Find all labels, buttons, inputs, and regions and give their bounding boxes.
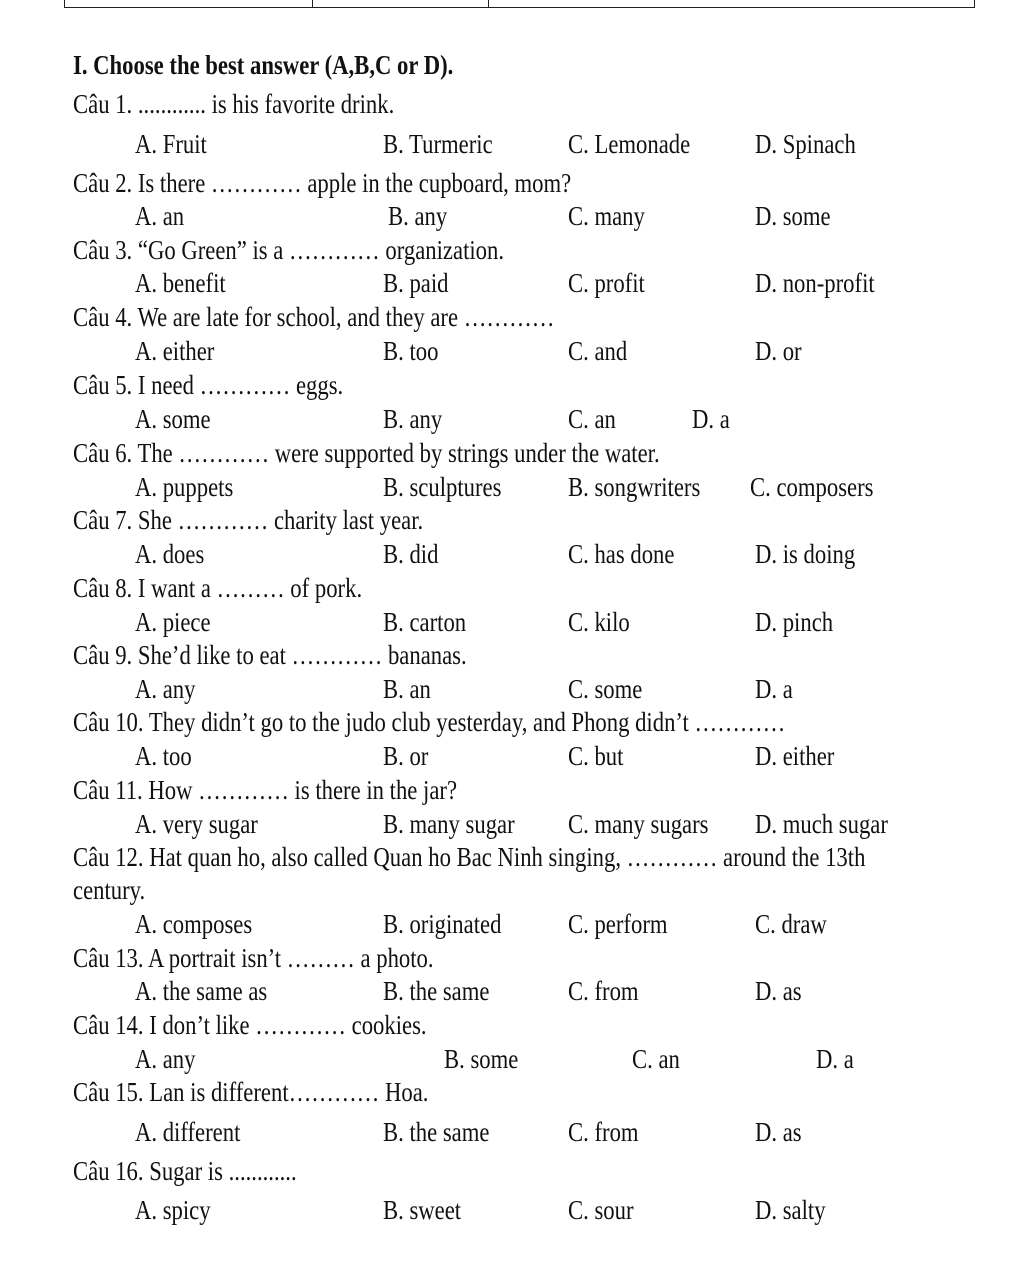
option-d[interactable]: D. salty xyxy=(755,1195,826,1225)
question-text: Câu 1. ............ is his favorite drink. xyxy=(73,89,395,119)
option-b[interactable]: B. sweet xyxy=(383,1195,462,1225)
question-text-continuation: century. xyxy=(73,875,146,905)
option-c[interactable]: C. profit xyxy=(568,268,645,298)
option-a[interactable]: A. some xyxy=(135,404,211,434)
option-c[interactable]: C. some xyxy=(568,674,643,704)
question-text: Câu 11. How ………… is there in the jar? xyxy=(73,775,458,805)
option-a[interactable]: A. Fruit xyxy=(135,129,207,159)
option-b[interactable]: B. an xyxy=(383,674,431,704)
question-text: Câu 16. Sugar is ............ xyxy=(73,1156,297,1186)
option-c[interactable]: C. from xyxy=(568,976,639,1006)
option-c[interactable]: C. perform xyxy=(568,909,668,939)
question-8 xyxy=(0,572,1024,637)
option-d[interactable]: C. composers xyxy=(750,472,874,502)
option-b[interactable]: B. paid xyxy=(383,268,449,298)
option-a[interactable]: A. any xyxy=(135,674,196,704)
option-c[interactable]: C. many sugars xyxy=(568,809,709,839)
question-4 xyxy=(0,301,1024,366)
option-b[interactable]: B. originated xyxy=(383,909,502,939)
option-b[interactable]: B. Turmeric xyxy=(383,129,493,159)
option-b[interactable]: B. any xyxy=(388,201,448,231)
option-c[interactable]: C. kilo xyxy=(568,607,630,637)
option-d[interactable]: D. some xyxy=(755,201,831,231)
question-text: Câu 6. The ………… were supported by strings under the water. xyxy=(73,438,660,468)
option-b[interactable]: B. carton xyxy=(383,607,467,637)
option-d[interactable]: C. draw xyxy=(755,909,827,939)
question-3 xyxy=(0,234,1024,298)
option-a[interactable]: A. an xyxy=(135,201,185,231)
option-c[interactable]: C. but xyxy=(568,741,624,771)
question-13 xyxy=(0,942,1024,1006)
option-a[interactable]: A. very sugar xyxy=(135,809,258,839)
option-d[interactable]: D. Spinach xyxy=(755,129,856,159)
option-d[interactable]: D. or xyxy=(755,336,802,366)
option-d[interactable]: D. either xyxy=(755,741,835,771)
question-7 xyxy=(0,504,1024,569)
header-table-fragment xyxy=(64,0,975,8)
option-b[interactable]: B. some xyxy=(444,1044,519,1074)
option-c[interactable]: C. an xyxy=(568,404,616,434)
option-a[interactable]: A. composes xyxy=(135,909,253,939)
question-text: Câu 7. She ………… charity last year. xyxy=(73,505,424,535)
question-6 xyxy=(0,437,1024,502)
question-text: Câu 2. Is there ………… apple in the cupboard, mom? xyxy=(73,168,572,198)
question-text: Câu 10. They didn’t go to the judo club yesterday, and Phong didn’t ………… xyxy=(73,707,786,737)
question-15 xyxy=(0,1076,1024,1147)
question-text: Câu 13. A portrait isn’t ……… a photo. xyxy=(73,943,434,973)
question-text: Câu 8. I want a ……… of pork. xyxy=(73,573,363,603)
question-text: Câu 12. Hat quan ho, also called Quan ho Bac Ninh singing, ………… around the 13th xyxy=(73,842,866,872)
question-text: Câu 9. She’d like to eat ………… bananas. xyxy=(73,640,467,670)
option-b[interactable]: B. sculptures xyxy=(383,472,502,502)
option-c[interactable]: C. has done xyxy=(568,539,675,569)
option-b[interactable]: B. did xyxy=(383,539,439,569)
option-a[interactable]: A. any xyxy=(135,1044,196,1074)
option-a[interactable]: A. spicy xyxy=(135,1195,211,1225)
option-c[interactable]: B. songwriters xyxy=(568,472,701,502)
option-a[interactable]: A. either xyxy=(135,336,215,366)
question-16 xyxy=(0,1155,1024,1225)
question-11 xyxy=(0,774,1024,839)
option-b[interactable]: B. the same xyxy=(383,976,490,1006)
option-c[interactable]: C. many xyxy=(568,201,645,231)
question-2 xyxy=(0,167,1024,231)
option-a[interactable]: A. the same as xyxy=(135,976,268,1006)
option-d[interactable]: D. pinch xyxy=(755,607,834,637)
option-d[interactable]: D. as xyxy=(755,1117,802,1147)
option-c[interactable]: C. and xyxy=(568,336,628,366)
question-5 xyxy=(0,369,1024,434)
option-a[interactable]: A. piece xyxy=(135,607,211,637)
table-divider xyxy=(312,0,313,7)
option-d[interactable]: D. is doing xyxy=(755,539,856,569)
option-b[interactable]: B. many sugar xyxy=(383,809,515,839)
question-text: Câu 5. I need ………… eggs. xyxy=(73,370,344,400)
option-d[interactable]: D. a xyxy=(755,674,793,704)
option-a[interactable]: A. too xyxy=(135,741,192,771)
option-b[interactable]: B. the same xyxy=(383,1117,490,1147)
option-d[interactable]: D. much sugar xyxy=(755,809,888,839)
option-c[interactable]: C. Lemonade xyxy=(568,129,691,159)
option-c[interactable]: C. from xyxy=(568,1117,639,1147)
question-text: Câu 3. “Go Green” is a ………… organization. xyxy=(73,235,505,265)
option-c[interactable]: C. sour xyxy=(568,1195,634,1225)
option-c[interactable]: C. an xyxy=(632,1044,680,1074)
section-title: I. Choose the best answer (A,B,C or D). xyxy=(73,50,454,80)
question-text: Câu 15. Lan is different………… Hoa. xyxy=(73,1077,429,1107)
question-1 xyxy=(0,88,1024,159)
question-9 xyxy=(0,639,1024,704)
option-d[interactable]: D. as xyxy=(755,976,802,1006)
option-b[interactable]: B. any xyxy=(383,404,443,434)
option-d[interactable]: D. a xyxy=(692,404,730,434)
option-a[interactable]: A. does xyxy=(135,539,205,569)
question-14 xyxy=(0,1009,1024,1074)
option-a[interactable]: A. different xyxy=(135,1117,241,1147)
option-b[interactable]: B. or xyxy=(383,741,429,771)
option-d[interactable]: D. non-profit xyxy=(755,268,875,298)
option-b[interactable]: B. too xyxy=(383,336,439,366)
option-a[interactable]: A. benefit xyxy=(135,268,226,298)
question-12 xyxy=(0,841,1024,941)
question-text: Câu 4. We are late for school, and they are ………… xyxy=(73,302,555,332)
table-divider xyxy=(488,0,489,7)
option-d[interactable]: D. a xyxy=(816,1044,854,1074)
question-10 xyxy=(0,706,1024,771)
option-a[interactable]: A. puppets xyxy=(135,472,234,502)
question-text: Câu 14. I don’t like ………… cookies. xyxy=(73,1010,427,1040)
